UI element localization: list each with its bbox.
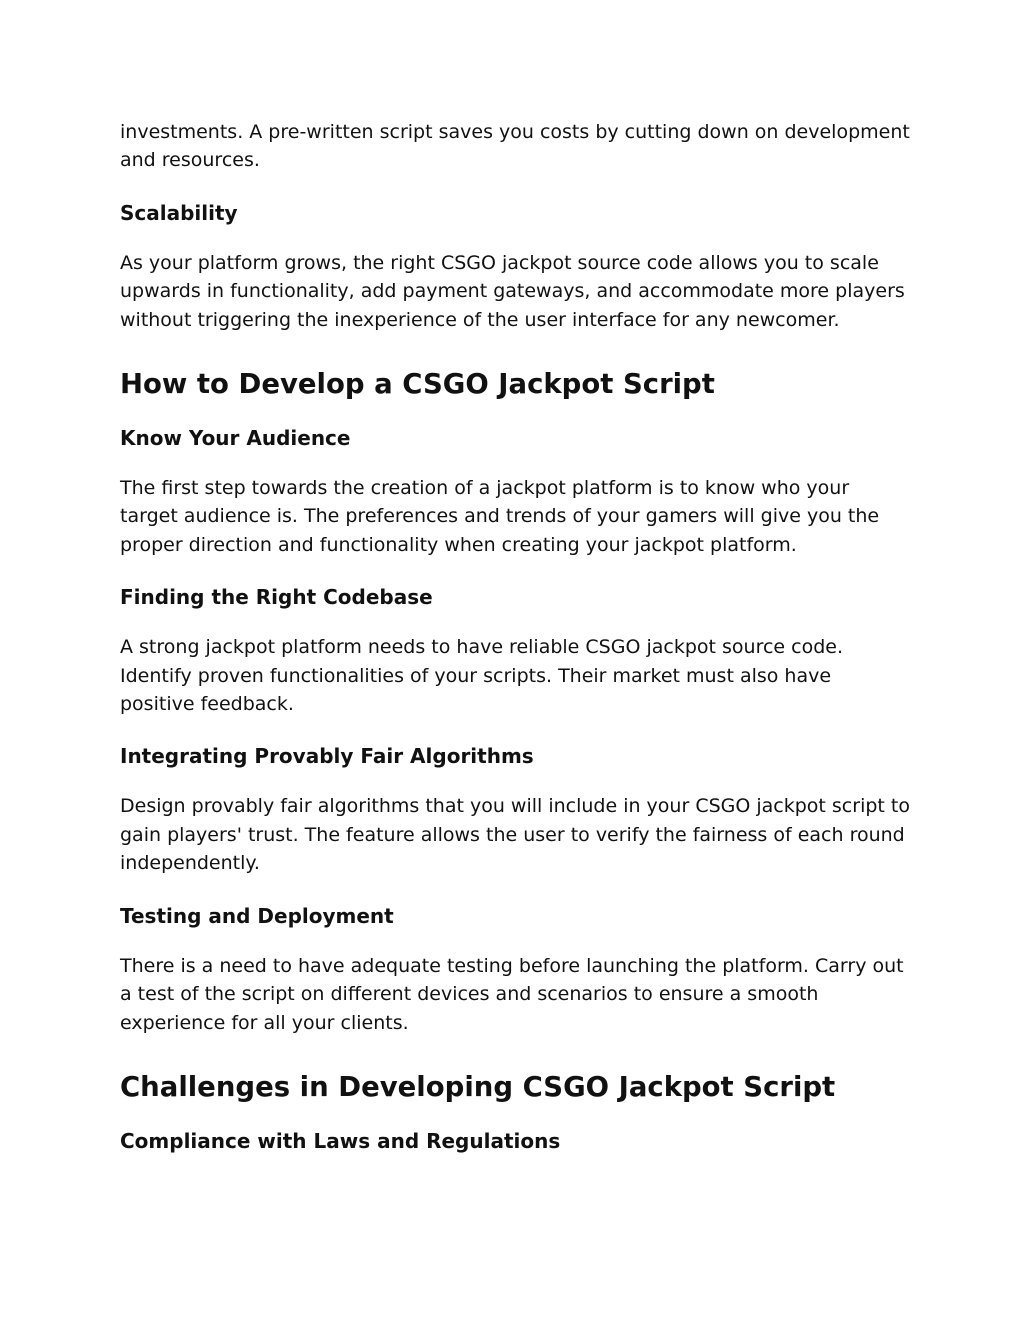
develop-section-title: How to Develop a CSGO Jackpot Script <box>120 368 715 401</box>
testing-heading: Testing and Deployment <box>120 903 394 928</box>
scalability-paragraph: As your platform grows, the right CSGO jackpot source code allows you to scale upwards in functionality, add payment gateways, and accommodate more players without triggering the inexperience of the user interface for any newcomer. <box>120 251 905 331</box>
testing-paragraph: There is a need to have adequate testing before launching the platform. Carry out a test of the script on different devices and scenarios to ensure a smooth experience for all your clients. <box>120 954 904 1034</box>
scalability-heading: Scalability <box>120 200 238 225</box>
intro-paragraph: investments. A pre-written script saves you costs by cutting down on development and resources. <box>120 121 910 172</box>
fair-algorithms-paragraph: Design provably fair algorithms that you will include in your CSGO jackpot script to gain players' trust. The feature allows the user to verify the fairness of each round independently. <box>120 795 910 875</box>
compliance-heading: Compliance with Laws and Regulations <box>120 1128 561 1153</box>
challenges-section-title: Challenges in Developing CSGO Jackpot Script <box>120 1070 836 1103</box>
fair-algorithms-heading: Integrating Provably Fair Algorithms <box>120 744 534 769</box>
codebase-paragraph: A strong jackpot platform needs to have reliable CSGO jackpot source code. Identify proven functionalities of your scripts. Their market must also have positive feedback. <box>120 636 843 716</box>
codebase-heading: Finding the Right Codebase <box>120 585 433 610</box>
document-page <box>120 118 910 1155</box>
know-audience-heading: Know Your Audience <box>120 426 351 451</box>
know-audience-paragraph: The first step towards the creation of a jackpot platform is to know who your target audience is. The preferences and trends of your gamers will give you the proper direction and functionality when creating your jackpot platform. <box>120 477 880 556</box>
